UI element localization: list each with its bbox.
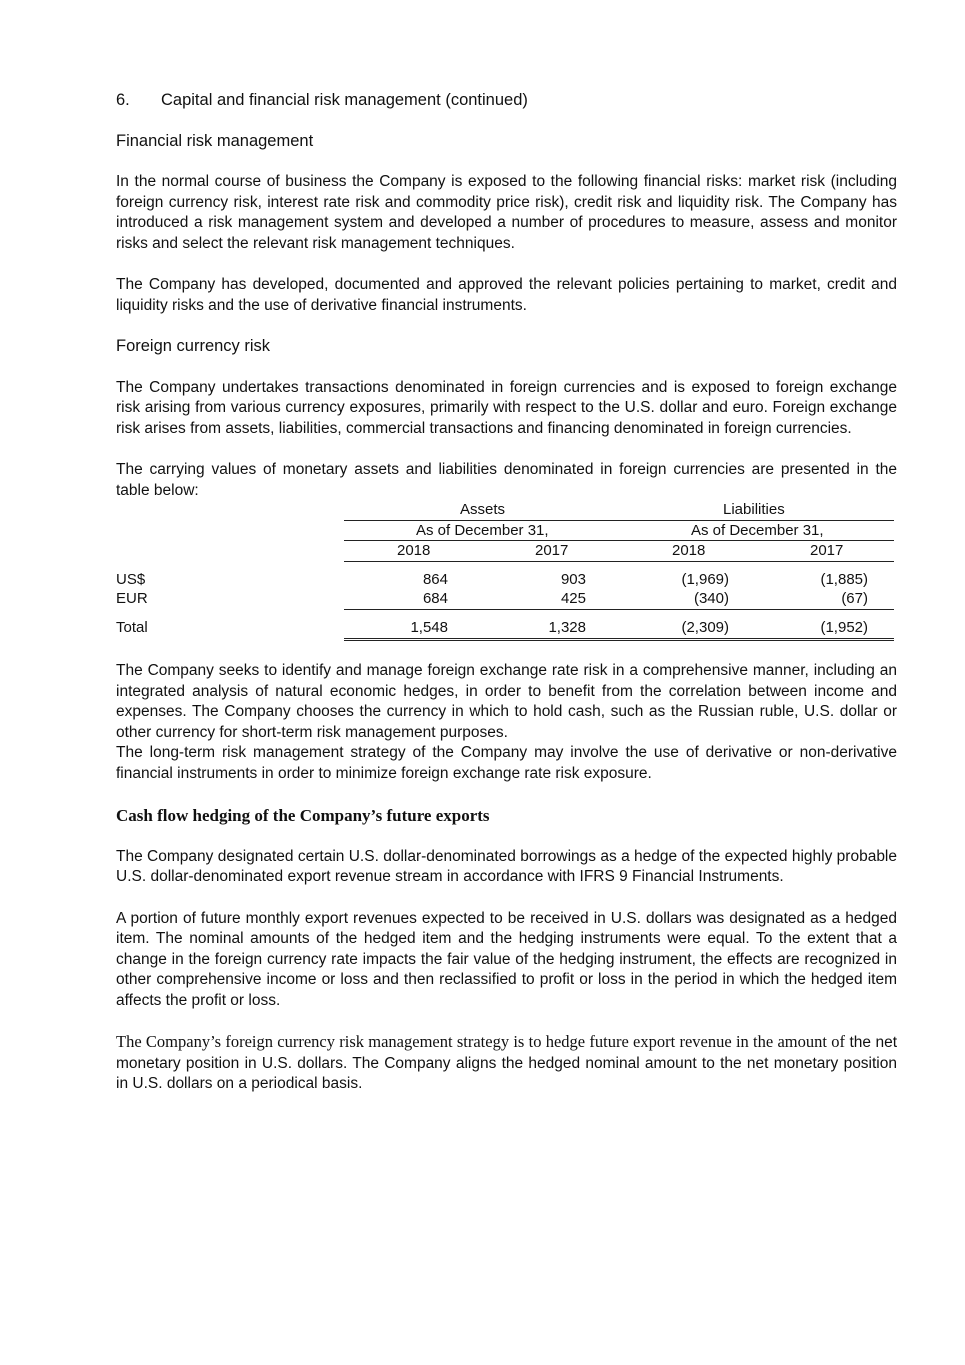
eur-liabilities-2017: (67)	[841, 590, 868, 607]
row-label-eur: EUR	[116, 590, 148, 607]
hedging-paragraph-2: A portion of future monthly export revenues expected to be received in U.S. dollars was designated as a hedged item. The nominal amounts of the hedged item and the hedging instruments were equal. To the extent that a change in the foreign currency rate impacts the fair value of the hedging instrument, the effects are recognized in other comprehensive income or loss and then reclassified to profit or loss in the period in which the hedged item affects the profit or loss.	[116, 909, 897, 1009]
document-page	[116, 90, 897, 1095]
eur-liabilities-2018: (340)	[693, 590, 729, 607]
usd-liabilities-2017: (1,885)	[820, 571, 868, 588]
financial-risk-paragraph-1: In the normal course of business the Company is exposed to the following financial risks: market risk (including foreign currency risk, interest rate risk and commodity price risk), credit risk and liquidity risk. The Company has introduced a risk management system and developed a number of procedures to measure, assess and monitor risks and select the relevant risk management techniques.	[116, 173, 897, 252]
foreign-currency-paragraph-2: The carrying values of monetary assets and liabilities denominated in foreign currencies are presented in the table below:	[116, 461, 897, 499]
total-liabilities-2017: (1,952)	[820, 619, 868, 636]
year-col-3: 2018	[672, 542, 706, 559]
usd-assets-2017: 903	[560, 571, 586, 588]
row-label-total: Total	[116, 619, 148, 636]
section-number: 6.	[116, 91, 130, 109]
section-title-text: Capital and financial risk management (continued)	[161, 91, 528, 109]
foreign-currency-paragraph-1: The Company undertakes transactions denominated in foreign currencies and is exposed to foreign exchange risk arising from various currency exposures, primarily with respect to the U.S. dollar and euro. Foreign exchange risk arises from assets, liabilities, commercial transactions and financing denominated in foreign currencies.	[116, 378, 897, 437]
section-title	[116, 90, 897, 111]
as-of-assets: As of December 31,	[416, 522, 549, 539]
eur-assets-2017: 425	[560, 590, 586, 607]
year-col-2: 2017	[535, 542, 569, 559]
year-col-4: 2017	[810, 542, 844, 559]
usd-assets-2018: 864	[422, 571, 448, 588]
hedging-paragraph-3-rest: the net monetary position in U.S. dollars. The Company aligns the hedged nominal amount to the net monetary position in U.S. dollars on a periodical basis.	[116, 1034, 897, 1092]
after-table-paragraph-2: The long-term risk management strategy of the Company may involve the use of derivative or non-derivative financial instruments in order to minimize foreign exchange rate risk exposure.	[116, 744, 897, 782]
year-rule	[344, 561, 894, 562]
row-label-usd: US$	[116, 571, 146, 588]
assets-header: Assets	[460, 501, 506, 518]
financial-risk-paragraph-2: The Company has developed, documented and approved the relevant policies pertaining to market, credit and liquidity risks and the use of derivative financial instruments.	[116, 276, 897, 314]
as-of-liabilities: As of December 31,	[691, 522, 824, 539]
foreign-currency-heading: Foreign currency risk	[116, 337, 271, 355]
currency-table	[116, 501, 897, 661]
hedging-heading: Cash flow hedging of the Company’s future exports	[116, 806, 490, 825]
usd-liabilities-2018: (1,969)	[681, 571, 729, 588]
total-double-rule	[344, 638, 894, 641]
hedging-paragraph-3-serif: The Company’s foreign currency risk management strategy is to hedge future export revenue in the amount of	[116, 1032, 845, 1051]
after-table-paragraph-1: The Company seeks to identify and manage foreign exchange rate risk in a comprehensive manner, including an integrated analysis of natural economic hedges, in order to benefit from the correlation between income and expenses. The Company chooses the currency in which to hold cash, such as the Russian ruble, U.S. dollar or other currency for short-term risk management purposes.	[116, 662, 897, 741]
hedging-paragraph-3	[116, 1032, 897, 1095]
subtotal-rule	[344, 609, 894, 610]
total-assets-2018: 1,548	[410, 619, 448, 636]
hedging-paragraph-1: The Company designated certain U.S. dollar-denominated borrowings as a hedge of the expected highly probable U.S. dollar-denominated export revenue stream in accordance with IFRS 9 Financial Instruments.	[116, 847, 897, 885]
year-col-1: 2018	[397, 542, 431, 559]
liabilities-header: Liabilities	[723, 501, 785, 518]
eur-assets-2018: 684	[422, 590, 448, 607]
total-assets-2017: 1,328	[548, 619, 586, 636]
total-liabilities-2018: (2,309)	[681, 619, 729, 636]
financial-risk-heading: Financial risk management	[116, 131, 314, 150]
